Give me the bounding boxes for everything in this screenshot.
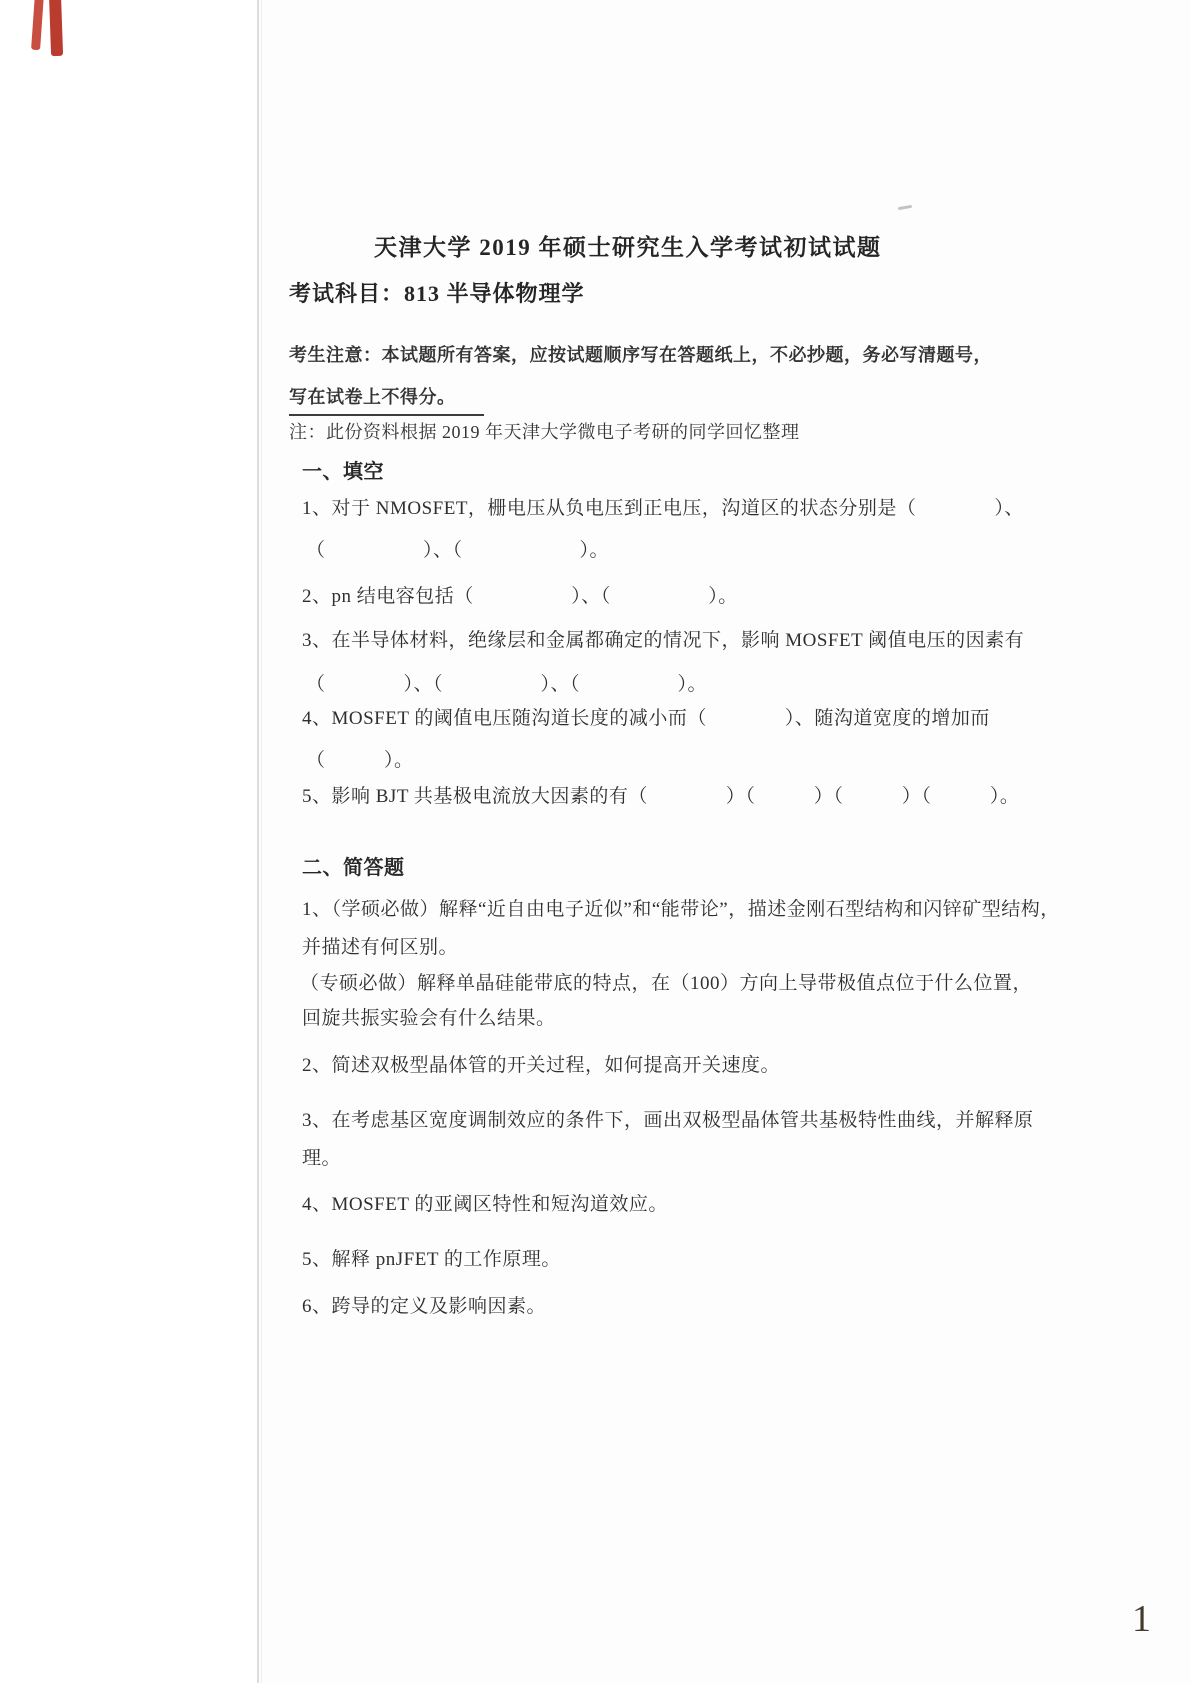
short-q1-line-4: 回旋共振实验会有什么结果。	[302, 1008, 556, 1029]
scan-left-margin	[0, 0, 257, 1683]
underlined-notice-text: 写在试卷上不得分。	[289, 384, 484, 416]
fill-q4-line-2: （ ）。	[306, 750, 414, 771]
stray-pencil-dash	[898, 205, 912, 210]
candidate-notice-line-1: 考生注意：本试题所有答案，应按试题顺序写在答题纸上，不必抄题，务必写清题号，	[289, 345, 992, 365]
short-q1-line-2: 并描述有何区别。	[302, 937, 459, 958]
scan-edge-line	[257, 0, 259, 1683]
section-heading-short-answer: 二、简答题	[302, 857, 405, 879]
fill-q5: 5、影响 BJT 共基极电流放大因素的有（ ）（ ）（ ）（ ）。	[302, 786, 1020, 807]
scan-edge-line-faint	[261, 0, 262, 1683]
fill-q4-line-1: 4、MOSFET 的阈值电压随沟道长度的减小而（ ）、随沟道宽度的增加而	[302, 708, 990, 729]
exam-title: 天津大学 2019 年硕士研究生入学考试初试试题	[374, 235, 882, 260]
short-q2: 2、简述双极型晶体管的开关过程，如何提高开关速度。	[302, 1055, 781, 1076]
short-q3-line-2: 理。	[302, 1148, 342, 1169]
candidate-notice-line-2	[289, 384, 484, 416]
page-number: 1	[1132, 1598, 1151, 1640]
fill-q3-line-1: 3、在半导体材料，绝缘层和金属都确定的情况下，影响 MOSFET 阈值电压的因素有	[302, 630, 1025, 651]
short-q5: 5、解释 pnJFET 的工作原理。	[302, 1249, 561, 1270]
short-q4: 4、MOSFET 的亚阈区特性和短沟道效应。	[302, 1194, 668, 1215]
section-heading-fill-in-blank: 一、填空	[302, 461, 384, 483]
fill-q1-line-1: 1、对于 NMOSFET，栅电压从负电压到正电压，沟道区的状态分别是（ ）、	[302, 498, 1024, 519]
fill-q2: 2、pn 结电容包括（ ）、（ ）。	[302, 586, 738, 607]
source-note: 注：此份资料根据 2019 年天津大学微电子考研的同学回忆整理	[289, 422, 800, 442]
short-q1-line-1: 1、（学硕必做）解释“近自由电子近似”和“能带论”，描述金刚石型结构和闪锌矿型结构，	[302, 899, 1060, 920]
fill-q3-line-2: （ ）、（ ）、（ ）。	[306, 674, 708, 695]
exam-subject-line: 考试科目：813 半导体物理学	[289, 281, 585, 306]
fill-q1-line-2: （ ）、（ ）。	[306, 540, 610, 561]
red-pen-mark	[49, 0, 63, 56]
short-q1-line-3: （专硕必做）解释单晶硅能带底的特点，在（100）方向上导带极值点位于什么位置，	[300, 973, 1033, 994]
short-q3-line-1: 3、在考虑基区宽度调制效应的条件下，画出双极型晶体管共基极特性曲线，并解释原	[302, 1110, 1034, 1131]
short-q6: 6、跨导的定义及影响因素。	[302, 1296, 547, 1317]
